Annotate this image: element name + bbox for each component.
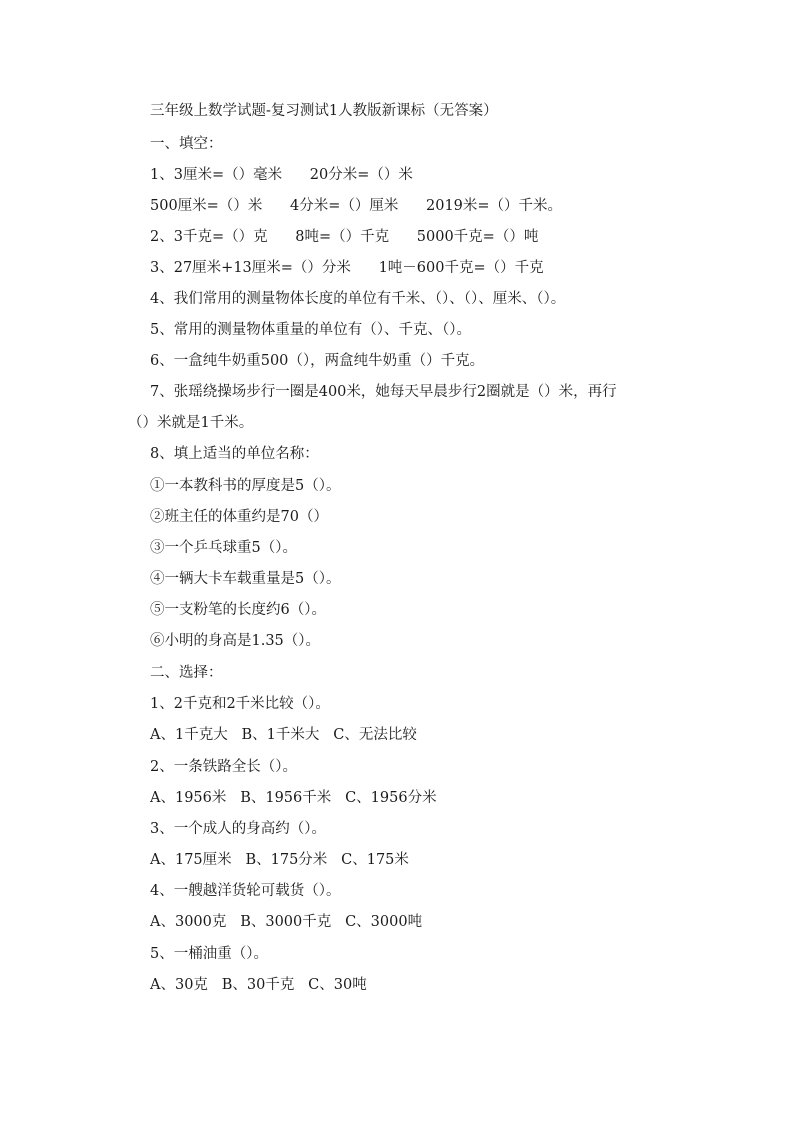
choice-question: 4、一艘越洋货轮可载货（）。 [150, 883, 341, 899]
question-line: 5、常用的测量物体重量的单位有（）、千克、（）。 [150, 322, 471, 338]
section-heading: 一、填空： [150, 136, 223, 152]
choice-question: 2、一条铁路全长（）。 [150, 759, 297, 775]
question-line: 2、3千克=（）克 8吨=（）千克 5000千克=（）吨 [150, 229, 539, 245]
question-line: （）米就是1千米。 [128, 415, 254, 431]
choice-question: 1、2千克和2千米比较（）。 [150, 696, 330, 712]
question-line: 7、张瑶绕操场步行一圈是400米，她每天早晨步行2圈就是（）米，再行 [150, 384, 617, 400]
question-line: 6、一盒纯牛奶重500（），两盒纯牛奶重（）千克。 [150, 353, 485, 369]
section-heading: 二、选择： [150, 665, 223, 681]
choice-options: A、1956米 B、1956千米 C、1956分米 [150, 790, 437, 806]
choice-options: A、175厘米 B、175分米 C、175米 [150, 852, 409, 868]
choice-question: 5、一桶油重（）。 [150, 946, 268, 962]
question-line: 3、27厘米+13厘米=（）分米 1吨－600千克=（）千克 [150, 260, 544, 276]
sub-question-line: ②班主任的体重约是70（） [150, 509, 328, 525]
document-title: 三年级上数学试题-复习测试1人教版新课标（无答案） [150, 103, 498, 119]
question-line: 8、填上适当的单位名称： [150, 446, 319, 462]
choice-options: A、30克 B、30千克 C、30吨 [150, 977, 367, 993]
question-line: 4、我们常用的测量物体长度的单位有千米、（）、（）、厘米、（）。 [150, 291, 566, 307]
sub-question-line: ⑥小明的身高是1.35（）。 [150, 633, 321, 649]
sub-question-line: ④一辆大卡车载重量是5（）。 [150, 571, 341, 587]
choice-options: A、1千克大 B、1千米大 C、无法比较 [150, 727, 417, 743]
choice-question: 3、一个成人的身高约（）。 [150, 821, 326, 837]
sub-question-line: ⑤一支粉笔的长度约6（）。 [150, 602, 326, 618]
sub-question-line: ③一个乒乓球重5（）。 [150, 540, 297, 556]
sub-question-line: ①一本教科书的厚度是5（）。 [150, 478, 341, 494]
question-line: 1、3厘米=（）毫米 20分米=（）米 [150, 167, 413, 183]
choice-options: A、3000克 B、3000千克 C、3000吨 [150, 914, 423, 930]
question-line: 500厘米=（）米 4分米=（）厘米 2019米=（）千米。 [150, 198, 563, 214]
